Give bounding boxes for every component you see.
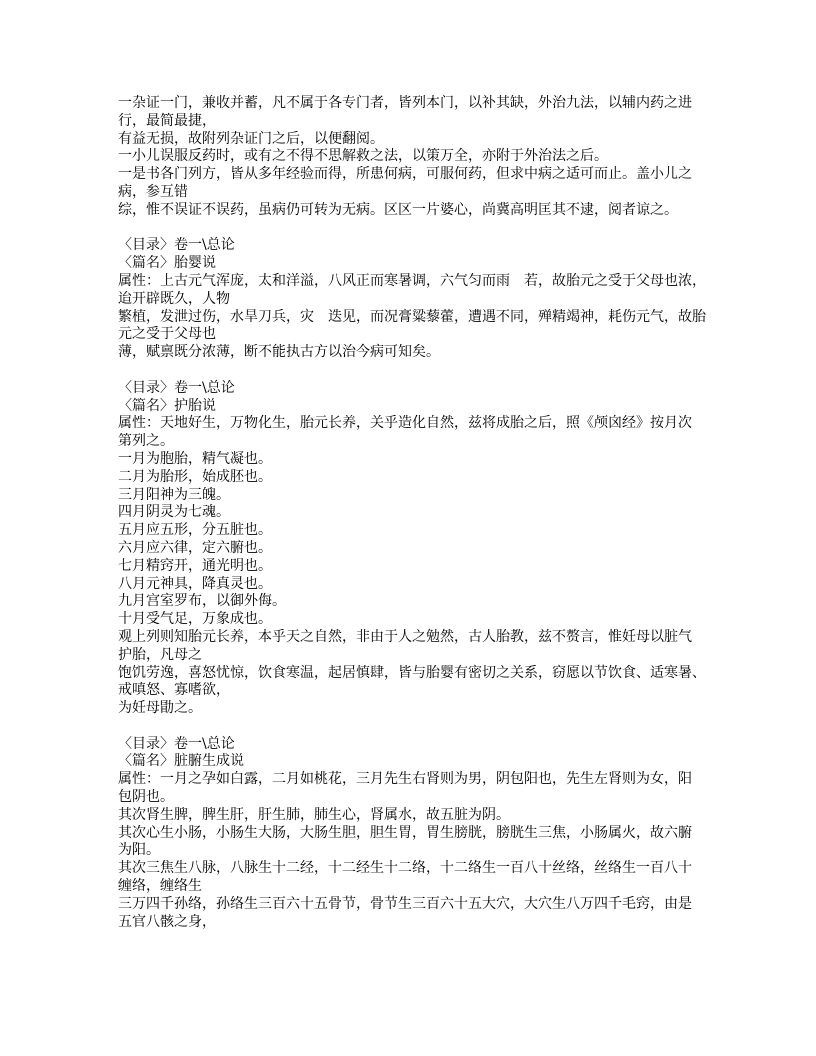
text-line: 属性：一月之孕如白露，二月如桃花，三月先生右肾则为男，阴包阳也，先生左肾则为女，阳 [118, 771, 692, 788]
text-line: 一小儿误服反药时，或有之不得不思解救之法，以策万全，亦附于外治法之后。 [118, 148, 608, 165]
text-line: 六月应六律，定六腑也。 [118, 539, 272, 556]
text-line: 薄，赋禀既分浓薄，断不能执古方以治今病可知矣。 [118, 344, 440, 361]
text-line: 八月元神具，降真灵也。 [118, 575, 272, 592]
text-line: 四月阴灵为七魂。 [118, 504, 230, 521]
text-line: 〈目录〉卷一\总论 [118, 379, 235, 396]
text-line: 行，最简最捷， [118, 112, 216, 129]
text-line: 元之受于父母也 [118, 326, 216, 343]
text-line: 缠络，缠络生 [118, 878, 202, 895]
text-line: 护胎，凡母之 [118, 646, 202, 663]
text-line: 三月阳神为三魄。 [118, 486, 230, 503]
document-section [118, 736, 718, 932]
text-line: 饱饥劳逸，喜怒忧惊，饮食寒温，起居慎肆，皆与胎婴有密切之关系，窃愿以节饮食、适寒暑、 [118, 664, 706, 681]
text-line: 属性：上古元气浑庞，太和洋溢，八风正而寒暑调，六气匀而雨 若，故胎元之受于父母也浓， [118, 272, 706, 289]
text-line: 综，惟不误证不误药，虽病仍可转为无病。区区一片婆心，尚冀高明匡其不逮，阅者谅之。 [118, 201, 678, 218]
text-line: 迨开辟既久，人物 [118, 290, 230, 307]
text-line: 有益无损，故附列杂证门之后，以便翻阅。 [118, 130, 384, 147]
text-line: 繁植，发泄过伤，水旱刀兵，灾 迭见，而况膏粱藜藿，遭遇不同，殚精竭神，耗伤元气，故胎 [118, 308, 706, 325]
text-line: 一是书各门列方，皆从多年经验而得，所患何病，可服何药，但求中病之适可而止。盖小儿之 [118, 166, 692, 183]
text-line: 第列之。 [118, 433, 174, 450]
text-line: 其次三焦生八脉，八脉生十二经，十二经生十二络，十二络生一百八十丝络，丝络生一百八十 [118, 860, 692, 877]
text-line: 十月受气足，万象成也。 [118, 611, 272, 628]
text-line: 七月精窍开，通光明也。 [118, 557, 272, 574]
text-line: 为阳。 [118, 842, 160, 859]
text-line: 三万四千孙络，孙络生三百六十五骨节，骨节生三百六十五大穴，大穴生八万四千毛窍，由是 [118, 895, 692, 912]
document-section [118, 380, 718, 718]
text-line: 属性：天地好生，万物化生，胎元长养，关乎造化自然，兹将成胎之后，照《颅囟经》按月次 [118, 415, 692, 432]
text-line: 包阴也。 [118, 789, 174, 806]
text-line: 〈目录〉卷一\总论 [118, 735, 235, 752]
text-line: 〈篇名〉胎婴说 [118, 255, 216, 272]
text-line: 观上列则知胎元长养，本乎天之自然，非由于人之勉然，古人胎教，兹不赘言，惟妊母以脏气 [118, 628, 692, 645]
text-line: 五官八骸之身， [118, 913, 216, 930]
text-line: 九月宫室罗布，以御外侮。 [118, 593, 286, 610]
text-line: 〈篇名〉护胎说 [118, 397, 216, 414]
text-line: 病，参互错 [118, 183, 188, 200]
text-line: 其次心生小肠，小肠生大肠，大肠生胆，胆生胃，胃生膀胱，膀胱生三焦，小肠属火，故六腑 [118, 824, 692, 841]
text-line: 五月应五形，分五脏也。 [118, 522, 272, 539]
text-line: 戒嗔怒、寡嗜欲， [118, 682, 230, 699]
text-line: 二月为胎形，始成胚也。 [118, 468, 272, 485]
document-section [118, 95, 718, 220]
text-line: 为妊母勖之。 [118, 700, 202, 717]
text-line: 〈目录〉卷一\总论 [118, 237, 235, 254]
text-line: 一月为胞胎，精气凝也。 [118, 450, 272, 467]
text-line: 一杂证一门，兼收并蓄，凡不属于各专门者，皆列本门，以补其缺，外治九法，以辅内药之进 [118, 95, 692, 111]
text-line: 其次肾生脾，脾生肝，肝生肺，肺生心，肾属水，故五脏为阴。 [118, 806, 510, 823]
document-page [118, 95, 718, 949]
text-line: 〈篇名〉脏腑生成说 [118, 753, 244, 770]
document-section [118, 237, 718, 362]
